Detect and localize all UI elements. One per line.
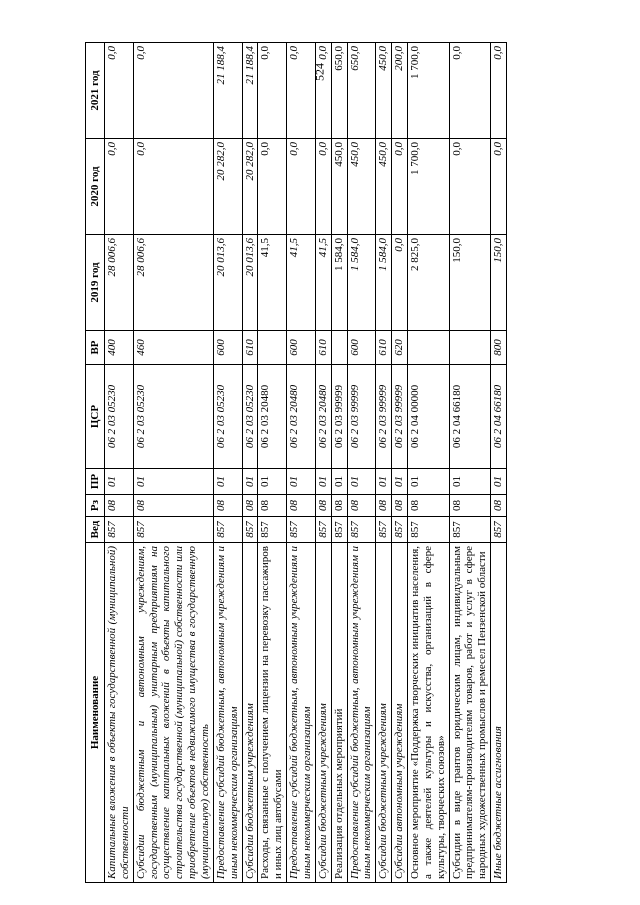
cell-rz: 08 (491, 495, 507, 517)
cell-2019: 1 584,0 (347, 235, 376, 331)
cell-name: Субсидии бюджетным и автономным учреждениям, государственным (муниципальным) унитарным предприятиям на осуществление капитальных вложений в объекты капитального строительства государственной (муниципальной) собственности или приобретение объектов недвижимого имущества в государственную (муниципальную) собственность (133, 543, 213, 883)
cell-csr: 06 2 04 66180 (491, 365, 507, 469)
cell-pr: 01 (105, 469, 134, 495)
cell-vr: 800 (491, 331, 507, 365)
cell-vr: 610 (376, 331, 392, 365)
cell-vr: 620 (392, 331, 408, 365)
cell-vr (331, 331, 347, 365)
cell-pr: 01 (491, 469, 507, 495)
cell-2020: 0,0 (133, 139, 213, 235)
table-row (213, 43, 242, 883)
cell-vr: 460 (133, 331, 213, 365)
cell-2020: 0,0 (315, 139, 331, 235)
cell-2021: 650,0 (331, 43, 347, 139)
cell-2019: 1 584,0 (376, 235, 392, 331)
header-vr: ВР (86, 331, 105, 365)
cell-csr: 06 2 03 20480 (258, 365, 287, 469)
header-ved: Вед (86, 517, 105, 543)
cell-name: Предоставление субсидий бюджетным, автономным учреждениям и иным некоммерческим организациям (287, 543, 316, 883)
cell-2020: 0,0 (449, 139, 491, 235)
table-row (376, 43, 392, 883)
table-row (242, 43, 258, 883)
cell-2020: 450,0 (331, 139, 347, 235)
cell-2020: 0,0 (258, 139, 287, 235)
budget-table (85, 42, 507, 883)
header-rz: Рз (86, 495, 105, 517)
cell-2020: 0,0 (491, 139, 507, 235)
cell-ved: 857 (392, 517, 408, 543)
cell-ved: 857 (315, 517, 331, 543)
cell-rz: 08 (258, 495, 287, 517)
cell-2019: 150,0 (491, 235, 507, 331)
cell-csr: 06 2 03 20480 (287, 365, 316, 469)
cell-csr: 06 2 03 05230 (213, 365, 242, 469)
cell-name: Предоставление субсидий бюджетным, автономным учреждениям и иным некоммерческим организациям (347, 543, 376, 883)
cell-name: Иные бюджетные ассигнования (491, 543, 507, 883)
table-row (315, 43, 331, 883)
cell-rz: 08 (133, 495, 213, 517)
cell-2021: 21 188,4 (213, 43, 242, 139)
cell-vr: 600 (347, 331, 376, 365)
cell-name: Капитальные вложения в объекты государственной (муниципальной) собственности (105, 543, 134, 883)
cell-pr: 01 (287, 469, 316, 495)
cell-2019: 150,0 (449, 235, 491, 331)
cell-rz: 08 (287, 495, 316, 517)
cell-2021: 0,0 (491, 43, 507, 139)
table-row (392, 43, 408, 883)
cell-rz: 08 (105, 495, 134, 517)
cell-2019: 41,5 (315, 235, 331, 331)
header-2020: 2020 год (86, 139, 105, 235)
cell-pr: 01 (213, 469, 242, 495)
cell-2019: 20 013,6 (242, 235, 258, 331)
header-csr: ЦСР (86, 365, 105, 469)
cell-csr: 06 2 03 99999 (392, 365, 408, 469)
cell-pr: 01 (242, 469, 258, 495)
header-2021: 2021 год (86, 43, 105, 139)
cell-pr: 01 (408, 469, 450, 495)
cell-2019: 28 006,6 (105, 235, 134, 331)
cell-vr: 400 (105, 331, 134, 365)
cell-rz: 08 (392, 495, 408, 517)
table-row (491, 43, 507, 883)
cell-name: Субсидии бюджетным учреждениям (242, 543, 258, 883)
table-row (133, 43, 213, 883)
cell-name: Основное мероприятие «Поддержка творческих инициатив населения, а также деятелей культуры и искусства, организаций в сфере культуры, творческих союзов» (408, 543, 450, 883)
cell-2021: 0,0 (449, 43, 491, 139)
cell-2020: 1 700,0 (408, 139, 450, 235)
cell-vr: 610 (242, 331, 258, 365)
cell-2019: 0,0 (392, 235, 408, 331)
cell-ved: 857 (287, 517, 316, 543)
cell-rz: 08 (315, 495, 331, 517)
cell-csr: 06 2 03 99999 (331, 365, 347, 469)
table-header-row (86, 43, 105, 883)
cell-rz: 08 (449, 495, 491, 517)
cell-rz: 08 (242, 495, 258, 517)
cell-csr: 06 2 03 99999 (347, 365, 376, 469)
cell-rz: 08 (408, 495, 450, 517)
cell-pr: 01 (347, 469, 376, 495)
cell-2020: 450,0 (347, 139, 376, 235)
cell-2021: 450,0 (376, 43, 392, 139)
cell-2020: 450,0 (376, 139, 392, 235)
cell-ved: 857 (242, 517, 258, 543)
header-name: Наименование (86, 543, 105, 883)
cell-pr: 01 (392, 469, 408, 495)
cell-pr: 01 (449, 469, 491, 495)
cell-name: Реализация отдельных мероприятий (331, 543, 347, 883)
cell-ved: 857 (213, 517, 242, 543)
cell-name: Субсидии в виде грантов юридическим лицам, индивидуальным предпринимателям-производителям товаров, работ и услуг в сфере народных художественных промыслов и ремесел Пензенской области (449, 543, 491, 883)
cell-ved: 857 (376, 517, 392, 543)
cell-ved: 857 (258, 517, 287, 543)
rotated-table-wrapper (85, 43, 640, 883)
cell-2021: 1 700,0 (408, 43, 450, 139)
table-row (347, 43, 376, 883)
cell-csr: 06 2 03 05230 (242, 365, 258, 469)
header-2019: 2019 год (86, 235, 105, 331)
cell-2021: 0,0 (105, 43, 134, 139)
cell-2019: 41,5 (258, 235, 287, 331)
cell-2021: 0,0 (258, 43, 287, 139)
cell-2020: 20 282,0 (213, 139, 242, 235)
cell-2021: 200,0 (392, 43, 408, 139)
cell-2021: 0,0 (133, 43, 213, 139)
cell-name: Предоставление субсидий бюджетным, автономным учреждениям и иным некоммерческим организациям (213, 543, 242, 883)
cell-2020: 0,0 (392, 139, 408, 235)
cell-2021: 650,0 (347, 43, 376, 139)
cell-2020: 0,0 (287, 139, 316, 235)
table-row (408, 43, 450, 883)
cell-vr (258, 331, 287, 365)
cell-vr (449, 331, 491, 365)
cell-vr: 610 (315, 331, 331, 365)
cell-ved: 857 (133, 517, 213, 543)
cell-pr: 01 (133, 469, 213, 495)
cell-rz: 08 (331, 495, 347, 517)
table-row (105, 43, 134, 883)
cell-csr: 06 2 03 05230 (105, 365, 134, 469)
cell-2021: 0,0 (287, 43, 316, 139)
cell-2019: 41,5 (287, 235, 316, 331)
cell-ved: 857 (347, 517, 376, 543)
cell-csr: 06 2 03 99999 (376, 365, 392, 469)
cell-pr: 01 (315, 469, 331, 495)
table-row (449, 43, 491, 883)
cell-2020: 0,0 (105, 139, 134, 235)
cell-2021: 0,0 (315, 43, 331, 139)
cell-csr: 06 2 03 05230 (133, 365, 213, 469)
cell-rz: 08 (213, 495, 242, 517)
cell-csr: 06 2 04 00000 (408, 365, 450, 469)
cell-vr: 600 (213, 331, 242, 365)
cell-2019: 28 006,6 (133, 235, 213, 331)
cell-ved: 857 (449, 517, 491, 543)
cell-csr: 06 2 04 66180 (449, 365, 491, 469)
cell-name: Субсидии автономным учреждениям (392, 543, 408, 883)
cell-csr: 06 2 03 20480 (315, 365, 331, 469)
cell-vr (408, 331, 450, 365)
cell-2019: 2 825,0 (408, 235, 450, 331)
cell-2019: 20 013,6 (213, 235, 242, 331)
cell-ved: 857 (105, 517, 134, 543)
cell-name: Расходы, связанные с получением лицензии на перевозку пассажиров и иных лиц автобусами (258, 543, 287, 883)
table-row (287, 43, 316, 883)
header-pr: ПР (86, 469, 105, 495)
cell-ved: 857 (408, 517, 450, 543)
cell-rz: 08 (347, 495, 376, 517)
cell-rz: 08 (376, 495, 392, 517)
cell-2021: 21 188,4 (242, 43, 258, 139)
cell-vr: 600 (287, 331, 316, 365)
cell-name: Субсидии бюджетным учреждениям (376, 543, 392, 883)
table-row (258, 43, 287, 883)
cell-2020: 20 282,0 (242, 139, 258, 235)
page-number-text: 524 (312, 63, 327, 81)
cell-ved: 857 (491, 517, 507, 543)
cell-pr: 01 (331, 469, 347, 495)
cell-2019: 1 584,0 (331, 235, 347, 331)
cell-pr: 01 (258, 469, 287, 495)
table-body (105, 43, 507, 883)
table-row (331, 43, 347, 883)
cell-ved: 857 (331, 517, 347, 543)
cell-pr: 01 (376, 469, 392, 495)
cell-name: Субсидии бюджетным учреждениям (315, 543, 331, 883)
